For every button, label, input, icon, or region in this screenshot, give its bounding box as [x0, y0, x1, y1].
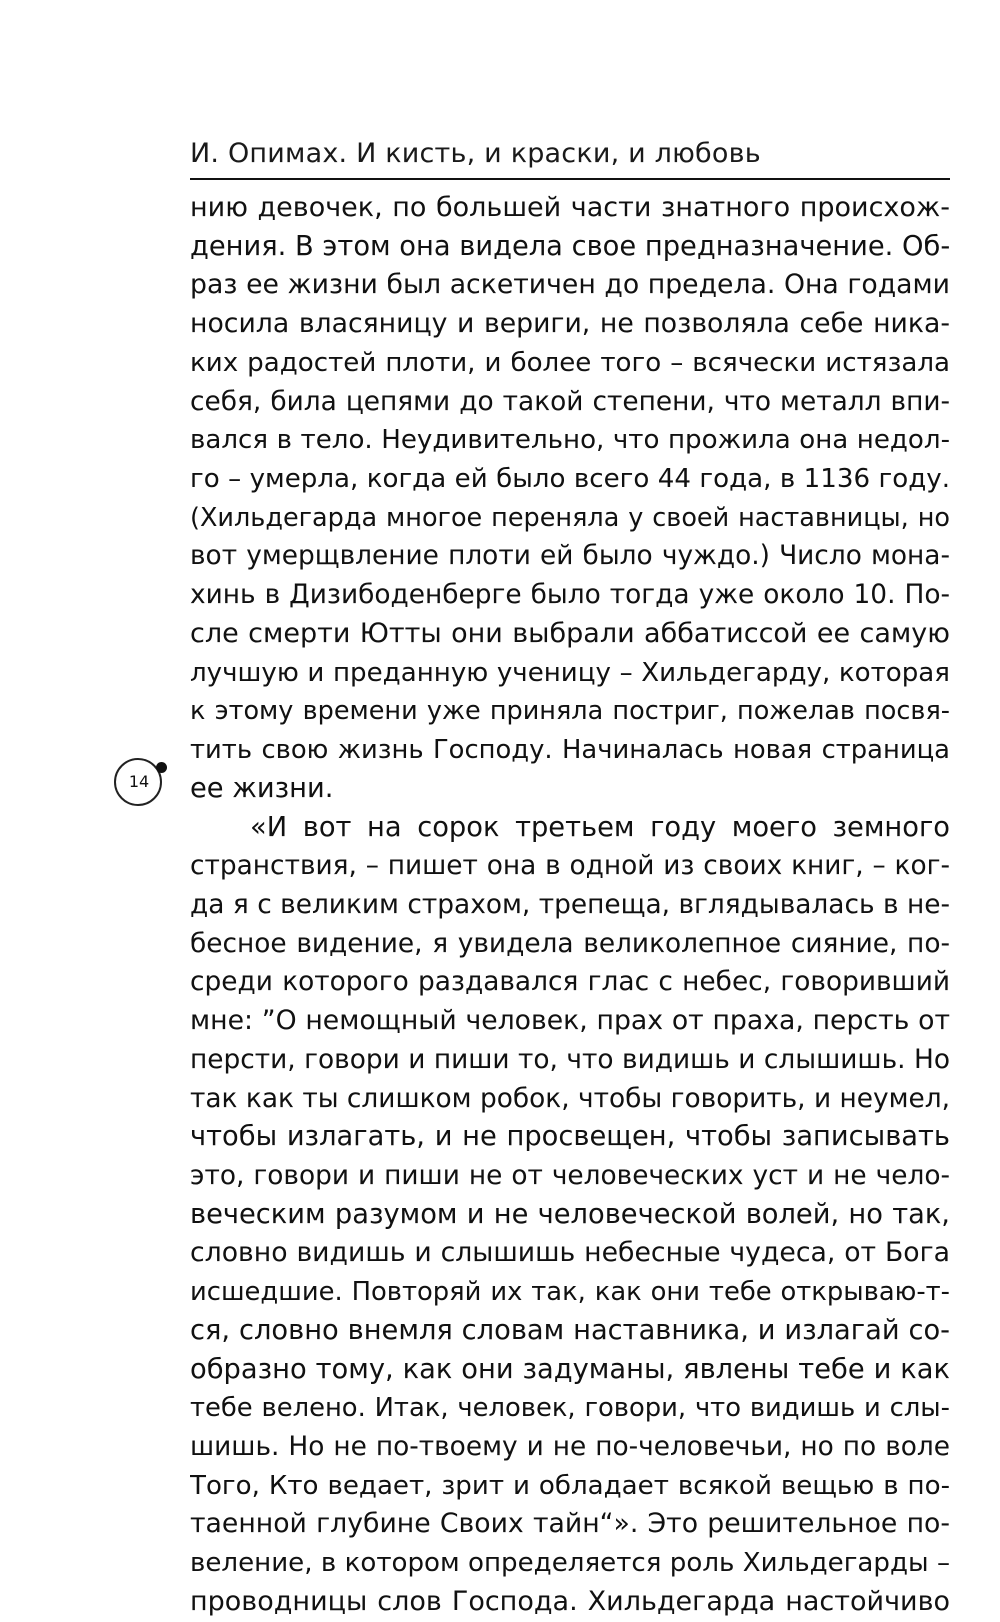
text-line: образно тому, как они задуманы, явлены тебе и как	[190, 1353, 950, 1385]
text-line: веление, в котором определяется роль Хильдегарды –	[190, 1548, 950, 1579]
body-text	[190, 189, 950, 1622]
text-line: раз ее жизни был аскетичен до предела. Она годами	[190, 269, 950, 301]
text-line: проводницы слов Господа. Хильдегарда настойчиво	[190, 1585, 950, 1617]
text-line: бесное видение, я увидела великолепное сияние, по-	[190, 927, 950, 959]
running-title: И. Опимах. И кисть, и краски, и любовь	[190, 138, 761, 169]
text-line: Того, Кто ведает, зрит и обладает всякой вещью в по-	[190, 1470, 950, 1501]
text-line: «И вот на сорок третьем году моего земного	[250, 811, 950, 843]
text-line: среди которого раздавался глас с небес, говоривший	[190, 966, 950, 998]
page-number-badge	[114, 758, 162, 806]
text-line: нию девочек, по большей части знатного происхож-	[190, 192, 950, 223]
text-line: вот умерщвление плоти ей было чуждо.) Число мона-	[190, 540, 950, 572]
text-line: веческим разумом и не человеческой волей, но так,	[190, 1198, 950, 1230]
text-line: да я с великим страхом, трепеща, вглядывалась в не-	[190, 888, 950, 920]
text-line: хинь в Дизибоденберге было тогда уже около 10. По-	[190, 579, 950, 611]
text-line: сле смерти Ютты они выбрали аббатиссой ее самую	[190, 617, 950, 649]
paragraph-1	[190, 189, 950, 809]
text-line: персти, говори и пиши то, что видишь и слышишь. Но	[190, 1043, 950, 1075]
text-line: исшедшие. Повторяй их так, как они тебе открываю-т-	[190, 1277, 950, 1308]
text-line: вался в тело. Неудивительно, что прожила она недол-	[190, 425, 950, 456]
text-line: ее жизни.	[190, 772, 334, 804]
text-line: тить свою жизнь Господу. Начиналась новая страница	[190, 735, 950, 766]
text-line: тебе велено. Итак, человек, говори, что видишь и слы-	[190, 1393, 950, 1424]
text-line: мне: ”О немощный человек, прах от праха, персть от	[190, 1005, 950, 1037]
text-line: го – умерла, когда ей было всего 44 года, в 1136 году.	[190, 464, 950, 495]
text-line: словно видишь и слышишь небесные чудеса, от Бога	[190, 1237, 950, 1269]
text-line: странствия, – пишет она в одной из своих книг, – ког-	[190, 850, 950, 882]
paragraph-2	[190, 809, 950, 1622]
text-line: лучшую и преданную ученицу – Хильдегарду, которая	[190, 657, 950, 688]
text-line: таенной глубине Своих тайн“». Это решительное по-	[190, 1508, 950, 1540]
page-number: 14	[128, 772, 150, 791]
text-line: шишь. Но не по-твоему и не по-человечьи, но по воле	[190, 1431, 950, 1462]
text-line: так как ты слишком робок, чтобы говорить, и неумел,	[190, 1082, 950, 1114]
text-line: себя, била цепями до такой степени, что металл впи-	[190, 385, 950, 417]
text-line: дения. В этом она видела свое предназначение. Об-	[190, 230, 950, 262]
text-line: к этому времени уже приняла постриг, пожелав посвя-	[190, 696, 950, 727]
header-rule	[190, 178, 950, 180]
text-line: ких радостей плоти, и более того – всячески истязала	[190, 347, 950, 378]
text-line: (Хильдегарда многое переняла у своей наставницы, но	[190, 502, 950, 533]
text-line: это, говори и пиши не от человеческих уст и не чело-	[190, 1159, 950, 1191]
text-line: ся, словно внемля словам наставника, и излагай со-	[190, 1314, 950, 1346]
text-line: носила власяницу и вериги, не позволяла себе ника-	[190, 308, 950, 340]
text-line: чтобы излагать, и не просвещен, чтобы записывать	[190, 1121, 950, 1153]
